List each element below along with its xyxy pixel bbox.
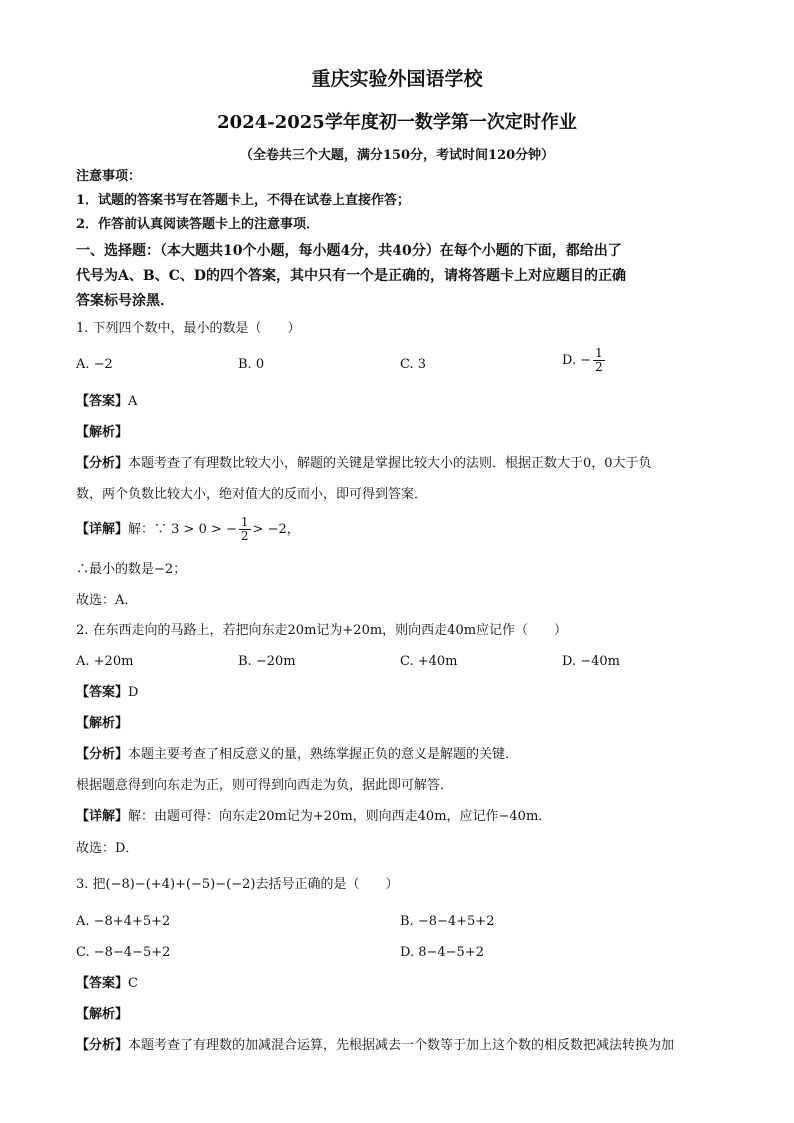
answer-value: C [128,976,138,991]
option-d [562,347,607,374]
question-stem: 1. 下列四个数中，最小的数是（ ） [76,321,301,336]
fenxi-text: 本题主要考查了相反意义的量，熟练掌握正负的意义是解题的关键． [128,747,519,762]
fraction-denominator: 2 [595,360,603,374]
paper-subtitle: （全卷共三个大题，满分150分，考试时间120分钟） [239,148,555,163]
option-d-prefix: D. − [562,353,592,368]
analysis-tag: 【解析】 [76,425,129,440]
option-d: D. 8−4−5+2 [400,945,484,960]
answer-tag: 【答案】 [76,394,129,409]
fraction-denominator: 2 [240,529,249,543]
option-a: A. −2 [76,357,113,372]
detail-tag: 【详解】 [76,809,129,824]
option-b: B. −8−4+5+2 [400,914,495,929]
answer-line [76,684,138,702]
detail-line [76,516,300,543]
fenxi-tag: 【分析】 [76,456,129,471]
reason-text: 根据题意得到向东走为正，则可得到向西走为负，据此即可解答． [76,778,454,793]
option-b: B. −20m [238,654,296,669]
answer-value: A [128,394,138,409]
fenxi-text: 本题考查了有理数比较大小，解题的关键是掌握比较大小的法则．根据正数大于0，0大于负 [128,456,652,471]
question-stem: 2. 在东西走向的马路上，若把向东走20m记为+20m，则向西走40m应记作（ ） [76,623,568,638]
fenxi-text: 本题考查了有理数的加减混合运算，先根据减去一个数等于加上这个数的相反数把减法转换为加 [128,1038,675,1053]
answer-tag: 【答案】 [76,685,129,700]
school-name: 重庆实验外国语学校 [311,68,483,90]
fraction [593,347,605,374]
fraction-numerator: 1 [240,515,249,529]
notice-item: 2．作答前认真阅读答题卡上的注意事项． [76,217,320,232]
analysis-text [76,746,518,764]
analysis-tag: 【解析】 [76,716,129,731]
option-d: D. −40m [562,654,620,669]
analysis-text: 数，两个负数比较大小，绝对值大的反而小，即可得到答案． [76,487,428,502]
option-c: C. 3 [400,357,427,372]
section-instructions: 一、选择题：（本大题共10个小题，每小题4分，共40分）在每个小题的下面，都给出了 [76,243,622,259]
paper-title: 2024-2025学年度初一数学第一次定时作业 [217,112,577,133]
answer-line [76,975,138,993]
option-c: C. +40m [400,654,458,669]
answer-tag: 【答案】 [76,976,129,991]
detail-tag: 【详解】 [76,522,129,537]
detail-text: 解：∵ 3 > 0 > − [128,522,237,537]
option-a: A. +20m [76,654,134,669]
fenxi-tag: 【分析】 [76,1038,129,1053]
question-stem: 3. 把(−8)−(+4)+(−5)−(−2)去括号正确的是（ ） [76,877,399,892]
choice-text: 故选：A． [76,593,138,608]
answer-line [76,393,137,411]
fraction-numerator: 1 [595,346,603,360]
detail-text: > −2， [252,522,300,537]
fraction [239,516,251,543]
detail-text: 解：由题可得：向东走20m记为+20m，则向西走40m，应记作−40m． [128,809,552,824]
section-instructions: 答案标号涂黑． [76,293,174,309]
option-a: A. −8+4+5+2 [76,914,171,929]
conclusion-text: ∴最小的数是−2； [76,562,187,577]
detail-line [76,808,551,826]
section-instructions: 代号为A、B、C、D的四个答案，其中只有一个是正确的，请将答题卡上对应题目的正确 [76,268,626,284]
answer-value: D [128,685,139,700]
analysis-text [76,455,652,473]
notice-item: 1．试题的答案书写在答题卡上，不得在试卷上直接作答； [76,193,411,208]
analysis-text [76,1037,674,1055]
option-c: C. −8−4−5+2 [76,945,171,960]
fenxi-tag: 【分析】 [76,747,129,762]
analysis-tag: 【解析】 [76,1007,129,1022]
choice-text: 故选：D． [76,841,139,856]
option-b: B. 0 [238,357,265,372]
notice-heading: 注意事项： [76,169,142,184]
